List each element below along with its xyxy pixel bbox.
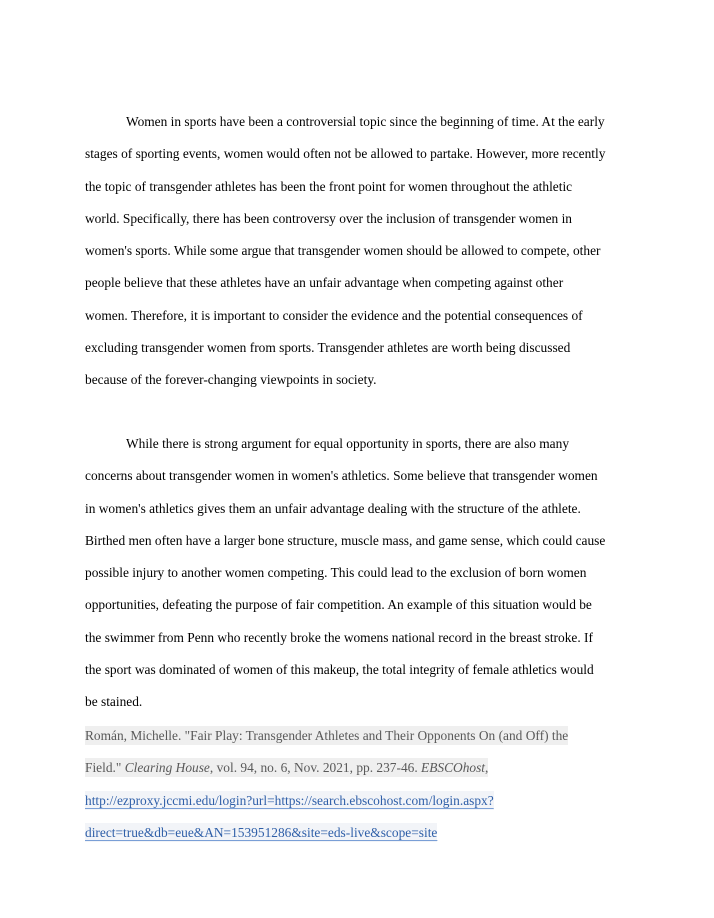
citation-url-link-continued[interactable]: direct=true&db=eue&AN=153951286&site=eds-live&scope=site bbox=[85, 824, 438, 840]
paragraph-line: women's sports. While some argue that transgender women should be allowed to compete, other bbox=[85, 243, 601, 259]
paragraph-line: because of the forever-changing viewpoints in society. bbox=[85, 372, 377, 388]
citation-details: , vol. 94, no. 6, Nov. 2021, pp. 237-46. bbox=[209, 760, 422, 776]
paragraph-line: people believe that these athletes have an unfair advantage when competing against other bbox=[85, 275, 564, 291]
paragraph-line: world. Specifically, there has been controversy over the inclusion of transgender women in bbox=[85, 210, 572, 226]
citation-line bbox=[85, 752, 645, 784]
citation-author-title: Román, Michelle. "Fair Play: Transgender Athletes and Their Opponents On (and Off) the bbox=[85, 728, 569, 743]
paragraph-line: concerns about transgender women in women's athletics. Some believe that transgender women bbox=[85, 468, 598, 484]
paragraph-line: the swimmer from Penn who recently broke the womens national record in the breast stroke. If bbox=[85, 629, 593, 645]
paragraph-line: Women in sports have been a controversial topic since the beginning of time. At the early bbox=[126, 114, 605, 129]
citation-url-link[interactable]: http://ezproxy.jccmi.edu/login?url=https://search.ebscohost.com/login.aspx? bbox=[85, 792, 494, 808]
paragraph-2 bbox=[85, 428, 637, 719]
paragraph-line: the sport was dominated of women of this makeup, the total integrity of female athletics would bbox=[85, 662, 594, 678]
paragraph-line: be stained. bbox=[85, 694, 143, 710]
citation-line bbox=[85, 785, 645, 817]
paragraph-line: opportunities, defeating the purpose of fair competition. An example of this situation would be bbox=[85, 597, 592, 613]
paragraph-line: Birthed men often have a larger bone structure, muscle mass, and game sense, which could cause bbox=[85, 532, 606, 548]
paragraph-line: excluding transgender women from sports. Transgender athletes are worth being discussed bbox=[85, 340, 571, 356]
citation-journal: Clearing House bbox=[124, 760, 210, 776]
paragraph-line: stages of sporting events, women would often not be allowed to partake. However, more recently bbox=[85, 146, 606, 162]
paragraph-line: women. Therefore, it is important to consider the evidence and the potential consequences of bbox=[85, 307, 583, 323]
paragraph-1 bbox=[85, 106, 637, 397]
citation-database: EBSCOhost bbox=[421, 760, 486, 776]
citation-separator: , bbox=[485, 760, 489, 776]
paragraph-line: possible injury to another women competing. This could lead to the exclusion of born women bbox=[85, 565, 587, 581]
paragraph-line: the topic of transgender athletes has been the front point for women throughout the athletic bbox=[85, 178, 573, 194]
works-cited-entry bbox=[85, 720, 645, 849]
citation-line bbox=[85, 817, 645, 849]
paragraph-line: While there is strong argument for equal opportunity in sports, there are also many bbox=[126, 436, 570, 451]
citation-prefix: Field." bbox=[85, 760, 125, 776]
paragraph-line: in women's athletics gives them an unfair advantage dealing with the structure of the athlete. bbox=[85, 500, 581, 516]
citation-line bbox=[85, 720, 645, 752]
